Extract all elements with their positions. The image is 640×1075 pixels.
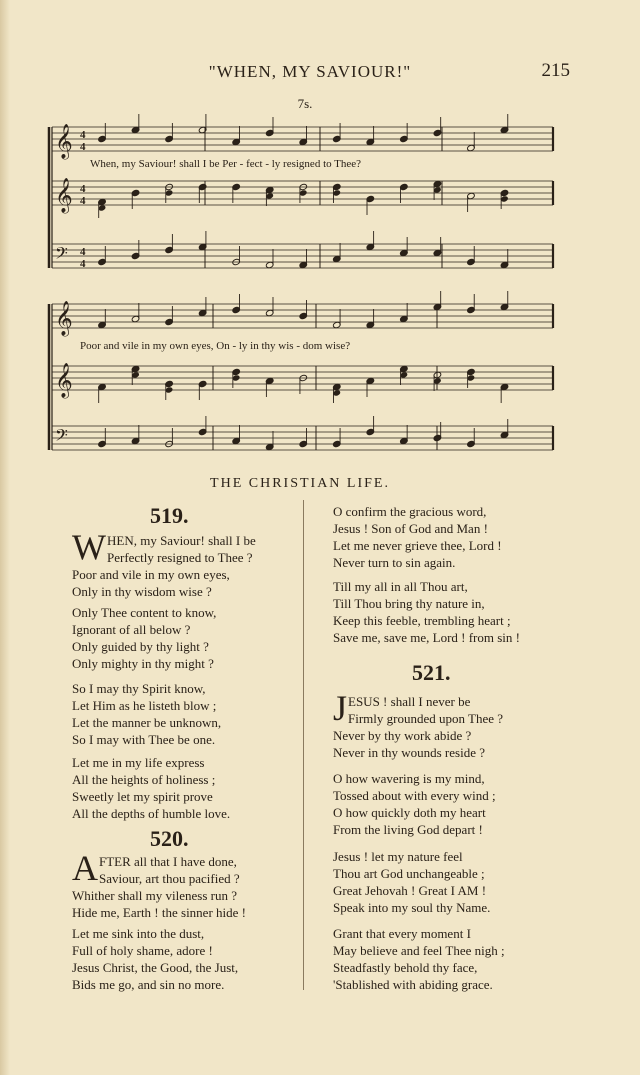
verse-line: Thou art God unchangeable ;: [333, 866, 485, 881]
dropcap-519: W: [72, 527, 106, 567]
page-number: 215: [541, 60, 570, 81]
verse-line: Great Jehovah ! Great I AM !: [333, 883, 487, 898]
verse-line: Till Thou bring thy nature in,: [333, 596, 485, 611]
verse-line: May believe and feel Thee nigh ;: [333, 943, 505, 958]
verse-line: Sweetly let my spirit prove: [72, 789, 213, 804]
time-signature: 4: [80, 258, 86, 270]
verse-line: Jesus ! Son of God and Man !: [333, 521, 488, 536]
treble-clef-icon: 𝄞: [55, 178, 73, 213]
verse-line: Poor and vile in my own eyes,: [72, 567, 230, 582]
hymn-521-stanza-4: [333, 925, 505, 993]
hymn-521-stanza-1: [333, 688, 593, 761]
verse-line: O how quickly doth my heart: [333, 805, 486, 820]
tune-meter: 7s.: [297, 96, 313, 111]
verse-line: Let me in my life express: [72, 755, 205, 770]
hymn-519-stanza-4: [72, 754, 230, 822]
column-divider: [303, 500, 304, 990]
hymn-number-521: 521.: [412, 660, 451, 685]
hymn-520-stanza-1: [72, 848, 297, 921]
time-signature: 4: [80, 141, 86, 153]
section-title: THE CHRISTIAN LIFE.: [210, 476, 390, 491]
time-signature: 4: [80, 183, 86, 195]
verse-line: O confirm the gracious word,: [333, 504, 487, 519]
running-head-title: "WHEN, MY SAVIOUR!": [208, 62, 412, 81]
verse-line: Only guided by thy light ?: [72, 639, 209, 654]
treble-clef-icon: 𝄞: [55, 363, 73, 398]
time-signature: 4: [80, 195, 86, 207]
hymn-521-stanza-3: [333, 848, 490, 916]
hymn-519-stanza-3: [72, 680, 221, 748]
time-signature: 4: [80, 129, 86, 141]
verse-line: Never turn to sin again.: [333, 555, 456, 570]
verse-line: Hide me, Earth ! the sinner hide !: [72, 905, 246, 920]
verse-line: All the heights of holiness ;: [72, 772, 216, 787]
music-score: [0, 0, 640, 460]
hymn-521-stanza-2: [333, 770, 496, 838]
verse-line: Jesus ! let my nature feel: [333, 849, 463, 864]
tune-lyrics-line-2: Poor and vile in my own eyes, On - ly in thy wis - dom wise?: [80, 340, 351, 352]
verse-line: Let me sink into the dust,: [72, 926, 205, 941]
hymn-number-520: 520.: [150, 826, 189, 851]
verse-line: Bids me go, and sin no more.: [72, 977, 225, 992]
verse-line: Let the manner be unknown,: [72, 715, 222, 730]
verse-line: Never by thy work abide ?: [333, 728, 472, 743]
verse-line: Only in thy wisdom wise ?: [72, 584, 212, 599]
hymn-520-stanza-2: [72, 925, 238, 993]
verse-line: Till my all in all Thou art,: [333, 579, 468, 594]
verse-line: Speak into my soul thy Name.: [333, 900, 491, 915]
verse-line: So I may thy Spirit know,: [72, 681, 206, 696]
verse-line: Never in thy wounds reside ?: [333, 745, 485, 760]
verse-line: Keep this feeble, trembling heart ;: [333, 613, 511, 628]
verse-line: Let me never grieve thee, Lord !: [333, 538, 502, 553]
verse-line: Grant that every moment I: [333, 926, 471, 941]
dropcap-521: J: [333, 688, 348, 728]
verse-line: Only mighty in thy might ?: [72, 656, 214, 671]
verse-line: Firmly grounded upon Thee ?: [348, 711, 504, 726]
tune-lyrics-line-1: When, my Saviour! shall I be Per - fect - ly resigned to Thee?: [90, 158, 362, 170]
verse-line: Saviour, art thou pacified ?: [99, 871, 240, 886]
verse-line: Save me, save me, Lord ! from sin !: [333, 630, 521, 645]
hymn-519-stanza-2: [72, 604, 216, 672]
treble-clef-icon: 𝄞: [55, 124, 73, 159]
verse-line: Full of holy shame, adore !: [72, 943, 213, 958]
verse-line: Jesus Christ, the Good, the Just,: [72, 960, 239, 975]
dropcap-520: A: [72, 848, 98, 888]
treble-clef-icon: 𝄞: [55, 301, 73, 336]
verse-line: So I may with Thee be one.: [72, 732, 216, 747]
verse-line: 'Stablished with abiding grace.: [333, 977, 493, 992]
verse-line: O how wavering is my mind,: [333, 771, 485, 786]
hymn-520-stanza-3: [333, 503, 502, 571]
bass-clef-icon: 𝄢: [55, 243, 68, 267]
verse-line: Tossed about with every wind ;: [333, 788, 496, 803]
verse-line: Whither shall my vileness run ?: [72, 888, 237, 903]
verse-line: Ignorant of all below ?: [72, 622, 191, 637]
verse-line: All the depths of humble love.: [72, 806, 231, 821]
verse-line: HEN, my Saviour! shall I be: [106, 533, 256, 548]
bass-clef-icon: 𝄢: [55, 425, 68, 449]
verse-line: Steadfastly behold thy face,: [333, 960, 478, 975]
verse-line: ESUS ! shall I never be: [348, 694, 471, 709]
hymn-number-519: 519.: [150, 503, 189, 528]
verse-line: FTER all that I have done,: [99, 854, 237, 869]
hymn-519-stanza-1: [72, 527, 297, 600]
verse-line: Perfectly resigned to Thee ?: [106, 550, 253, 565]
verse-line: Let Him as he listeth blow ;: [72, 698, 217, 713]
verse-line: From the living God depart !: [333, 822, 483, 837]
time-signature: 4: [80, 246, 86, 258]
hymn-520-stanza-4: [333, 578, 520, 646]
verse-line: Only Thee content to know,: [72, 605, 217, 620]
